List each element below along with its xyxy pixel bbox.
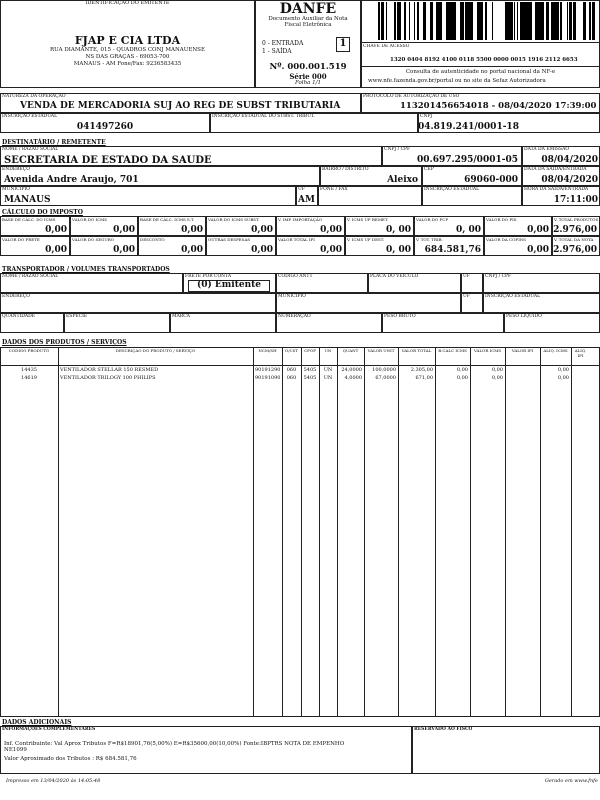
column-header: VALOR ICMS — [473, 349, 502, 353]
imposto-cell-label: VALOR TOTAL IPI — [278, 237, 315, 242]
column-divider — [470, 347, 471, 717]
imposto-cell-value: 0,00 — [320, 245, 342, 255]
fisco-label: RESERVADO AO FISCO — [414, 727, 473, 732]
imposto-cell-label: V. TOT. TRIB. — [416, 237, 443, 242]
table-cell: 0,00 — [557, 375, 569, 381]
danfe-folha: Folha 1/1 — [294, 80, 321, 86]
chave-consulta-1: Consulta de autenticidade no portal nacional da NF-e — [405, 69, 556, 75]
danfe-serie: Série 000 — [289, 72, 327, 81]
ie-label: INSCRIÇÃO ESTADUAL — [2, 114, 58, 119]
transp-frete-value: (0) Emitente — [196, 280, 262, 290]
table-cell: 5405 — [303, 375, 317, 381]
transp-numeracao-label: NUMERAÇÃO — [278, 314, 311, 319]
imposto-cell-label: VALOR DO FRETE — [2, 237, 40, 242]
adicionais-section: DADOS ADICIONAIS — [2, 719, 72, 726]
emitter-address-1: RUA DIAMANTE, 015 - QUADROS CONJ MANAUENSE — [50, 47, 205, 53]
table-cell: 14435 — [21, 367, 37, 373]
imposto-cell-label: VALOR DO ICMS — [72, 217, 107, 222]
table-cell: 14619 — [21, 375, 37, 381]
column-header: DESCRIÇÃO DO PRODUTO / SERVIÇO — [115, 349, 196, 353]
column-divider — [398, 347, 399, 717]
transp-frete-label: FRETE POR CONTA — [185, 274, 232, 279]
imposto-cell-label: V. TOTAL DA NOTA — [554, 237, 594, 242]
emitter-top-label: IDENTIFICAÇÃO DO EMITENTE — [85, 1, 170, 6]
info-line-1: Inf. Contribuinte: Val Aprox Tributos F=R$18901,76(5,00%) E=R$35600,00(10,00%) Fonte:IBPTRS NOTA DE EMPENHO — [4, 741, 345, 747]
column-header: VALOR TOTAL — [401, 349, 432, 353]
imposto-cell-value: 0, 00 — [385, 245, 411, 255]
transp-uf2-label: UF — [463, 294, 470, 299]
column-header: O/CST — [284, 349, 299, 353]
dest-nome-label: NOME / RAZÃO SOCIAL — [2, 147, 59, 152]
ie-value: 041497260 — [76, 122, 134, 132]
table-cell: 0,00 — [491, 367, 503, 373]
table-cell: 0,00 — [456, 367, 468, 373]
column-divider — [435, 347, 436, 717]
dest-saida-label: DATA DA SAÍDA/ENTRADA — [524, 167, 587, 172]
danfe-entrada: 0 - ENTRADA — [262, 40, 304, 47]
dest-bairro-label: BAIRRO / DISTRITO — [322, 167, 369, 172]
transp-placa-label: PLACA DO VEÍCULO — [370, 274, 419, 279]
table-cell: UN — [323, 375, 333, 381]
dest-hora-value: 17:11:00 — [553, 195, 598, 205]
danfe-tipo: 1 — [339, 38, 347, 49]
chave-consulta-2: www.nfe.fazenda.gov.br/portal ou no site da Sefaz Autorizadora — [368, 78, 546, 84]
imposto-cell-value: 0,00 — [251, 245, 273, 255]
transp-municipio-label: MUNICÍPIO — [278, 294, 306, 299]
table-cell: 0,00 — [491, 375, 503, 381]
transp-antt-label: CÓDIGO ANTT — [278, 274, 313, 279]
dest-ie-label: INSCRIÇÃO ESTADUAL — [424, 187, 480, 192]
imposto-cell-value: 684.581,76 — [424, 245, 481, 255]
table-cell: 67,0000 — [375, 375, 396, 381]
column-divider — [58, 347, 59, 717]
transp-uf-label: UF — [463, 274, 470, 279]
imposto-cell-value: 0,00 — [181, 225, 203, 235]
danfe-subtitle-1: Documento Auxiliar da Nota — [268, 16, 348, 22]
column-divider — [364, 347, 365, 717]
imposto-cell-value: 0,00 — [113, 225, 135, 235]
table-cell: 2.305,00 — [410, 367, 433, 373]
column-divider — [319, 347, 320, 717]
emitter-name: FJAP E CIA LTDA — [74, 34, 181, 47]
column-header: QUANT — [342, 349, 359, 353]
imposto-cell-value: 0,00 — [45, 245, 67, 255]
dest-fone-label: FONE / FAX — [320, 187, 348, 192]
imposto-cell-label: DESCONTO — [140, 237, 165, 242]
produtos-section: DADOS DOS PRODUTOS / SERVIÇOS — [2, 339, 127, 346]
dest-saida-value: 08/04/2020 — [541, 175, 598, 185]
column-header: B.CÁLC ICMS — [438, 349, 467, 353]
imposto-cell-label: V. ICMS UF DEST. — [347, 237, 385, 242]
table-cell: UN — [323, 367, 333, 373]
transp-nome-label: NOME / RAZÃO SOCIAL — [2, 274, 59, 279]
imposto-cell-label: VALOR DO FCP — [416, 217, 449, 222]
imposto-cell-value: 0,00 — [113, 245, 135, 255]
emitter-address-3: MANAUS - AM Fone/Fax: 9236583435 — [73, 61, 182, 67]
destinatario-section: DESTINATÁRIO / REMETENTE — [2, 139, 106, 146]
transp-ie-label: INSCRIÇÃO ESTADUAL — [485, 294, 541, 299]
table-cell: 90191290 — [255, 367, 280, 373]
ie-st-label: INSCRIÇÃO ESTADUAL DO SUBST. TRIBUT. — [212, 114, 315, 119]
column-header: CÓDIGO PRODUTO — [8, 349, 50, 353]
imposto-cell-value: 0, 00 — [455, 225, 481, 235]
column-divider — [253, 347, 254, 717]
barcode — [378, 2, 600, 40]
column-header: UN — [324, 349, 332, 353]
transp-endereco-label: ENDEREÇO — [2, 294, 30, 299]
dest-hora-label: HORA DA SAÍDA/ENTRADA — [524, 187, 589, 192]
table-cell: 100,0000 — [372, 367, 396, 373]
imposto-cell-value: 0,00 — [320, 225, 342, 235]
imposto-cell-value: 0,00 — [181, 245, 203, 255]
table-cell: 0,00 — [557, 367, 569, 373]
dest-uf-label: UF — [298, 187, 305, 192]
imposto-cell-value: 2.976,00 — [553, 225, 597, 235]
footer-right: Gerado em www.fnfe — [544, 778, 598, 784]
imposto-section: CÁLCULO DO IMPOSTO — [2, 209, 83, 216]
danfe-title: DANFE — [279, 1, 337, 17]
table-cell: VENTILADOR STELLAR 150 RESMED — [60, 367, 159, 373]
column-divider — [282, 347, 283, 717]
produtos-table — [0, 347, 600, 717]
table-cell: 0,00 — [456, 375, 468, 381]
column-divider — [301, 347, 302, 717]
chave-value: 1320 0404 8192 4100 0118 5500 0000 0015 1916 2112 6653 — [390, 57, 578, 63]
imposto-cell-label: OUTRAS DESPESAS — [208, 237, 251, 242]
dest-cep-value: 69060-000 — [464, 175, 518, 185]
imposto-cell-value: 0,00 — [527, 245, 549, 255]
column-divider — [337, 347, 338, 717]
protocolo-label: PROTOCOLO DE AUTORIZAÇÃO DE USO — [363, 94, 460, 99]
dest-uf-value: AM — [298, 195, 315, 205]
imposto-cell-value: 0,00 — [45, 225, 67, 235]
imposto-cell-label: BASE DE CÁLC. DO ICMS — [2, 217, 56, 222]
dest-cnpj-label: CNPJ / CPF — [384, 147, 411, 152]
natureza-label: NATUREZA DA OPERAÇÃO — [2, 94, 66, 99]
dest-endereco-label: ENDEREÇO — [2, 167, 30, 172]
dest-cnpj-value: 00.697.295/0001-05 — [417, 155, 518, 165]
fisco-box — [412, 726, 600, 774]
footer-left: Impresso em 13/04/2020 às 14:05:48 — [6, 778, 101, 784]
danfe-subtitle-2: Fiscal Eletrônica — [284, 22, 332, 28]
natureza-value: VENDA DE MERCADORIA SUJ AO REG DE SUBST TRIBUTARIA — [20, 101, 341, 111]
table-cell: 060 — [286, 375, 297, 381]
table-cell: 060 — [286, 367, 297, 373]
column-header: NCM/SH — [258, 349, 277, 353]
danfe-saida: 1 - SAÍDA — [262, 48, 292, 55]
table-cell: VENTILADOR TRILOGY 100 PHILIPS — [60, 375, 156, 381]
protocolo-value: 113201456654018 - 08/04/2020 17:39:00 — [400, 101, 597, 111]
transp-especie-label: ESPÉCIE — [66, 314, 88, 319]
column-divider — [571, 347, 572, 717]
chave-label: CHAVE DE ACESSO — [363, 44, 410, 49]
dest-endereco-value: Avenida Andre Araujo, 701 — [4, 175, 139, 185]
imposto-cell-label: VALOR DO ICMS SUBST. — [208, 217, 260, 222]
column-header: ALÍQ. IPI — [574, 349, 587, 358]
imposto-cell-value: 0,00 — [527, 225, 549, 235]
table-cell: 5405 — [303, 367, 317, 373]
dest-emissao-value: 08/04/2020 — [541, 155, 598, 165]
emitter-address-2: NS DAS GRAÇAS - 69053-700 — [85, 54, 170, 60]
dest-cep-label: CEP — [424, 167, 434, 172]
table-cell: 90191090 — [255, 375, 280, 381]
column-header: VALOR IPI — [511, 349, 534, 353]
dest-bairro-value: Aleixo — [387, 175, 418, 185]
imposto-cell-label: BASE DE CÁLC. ICMS S.T. — [140, 217, 195, 222]
info-line-2: NE1099 — [4, 747, 27, 753]
column-divider — [540, 347, 541, 717]
imposto-cell-label: VALOR DO SEGURO — [72, 237, 114, 242]
imposto-cell-label: V. IMP. IMPORTAÇÃO — [278, 217, 322, 222]
cnpj-value: 04.819.241/0001-18 — [418, 122, 519, 132]
table-cell: 671,00 — [415, 375, 433, 381]
transp-peso-bruto-label: PESO BRUTO — [384, 314, 416, 319]
table-cell: 24,0000 — [341, 367, 362, 373]
dest-municipio-label: MUNICÍPIO — [2, 187, 30, 192]
transp-quantidade-label: QUANTIDADE — [2, 314, 36, 319]
imposto-cell-label: V. TOTAL PRODUTOS — [554, 217, 599, 222]
table-cell: 4,0000 — [344, 375, 362, 381]
imposto-cell-label: VALOR DA COFINS — [486, 237, 527, 242]
transportador-section: TRANSPORTADOR / VOLUMES TRANSPORTADOS — [2, 266, 170, 273]
info-box — [0, 726, 412, 774]
transp-peso-liquido-label: PESO LÍQUIDO — [506, 314, 542, 319]
imposto-cell-value: 0, 00 — [385, 225, 411, 235]
cnpj-label: CNPJ — [420, 114, 433, 119]
danfe-numero: Nº. 000.001.519 — [269, 62, 347, 72]
info-line-3: Valor Aproximado dos Tributos : R$ 684.581,76 — [4, 756, 137, 762]
dest-emissao-label: DATA DA EMISSÃO — [524, 147, 570, 152]
imposto-cell-value: 0,00 — [251, 225, 273, 235]
column-divider — [505, 347, 506, 717]
column-header: CFOP — [304, 349, 316, 353]
column-header: VALOR UNIT — [367, 349, 395, 353]
imposto-cell-label: VALOR DO PIS — [486, 217, 517, 222]
imposto-cell-label: V. ICMS UF REMET. — [347, 217, 389, 222]
imposto-cell-value: 2.976,00 — [553, 245, 597, 255]
transp-marca-label: MARCA — [172, 314, 190, 319]
transp-cnpj-label: CNPJ / CPF — [485, 274, 512, 279]
column-header: ALÍQ. ICMS — [543, 349, 568, 353]
dest-nome-value: SECRETARIA DE ESTADO DA SAUDE — [4, 155, 212, 166]
info-label: INFORMAÇÕES COMPLEMENTARES — [2, 727, 96, 732]
transp-endereco-box — [0, 293, 276, 313]
dest-municipio-value: MANAUS — [4, 195, 51, 205]
